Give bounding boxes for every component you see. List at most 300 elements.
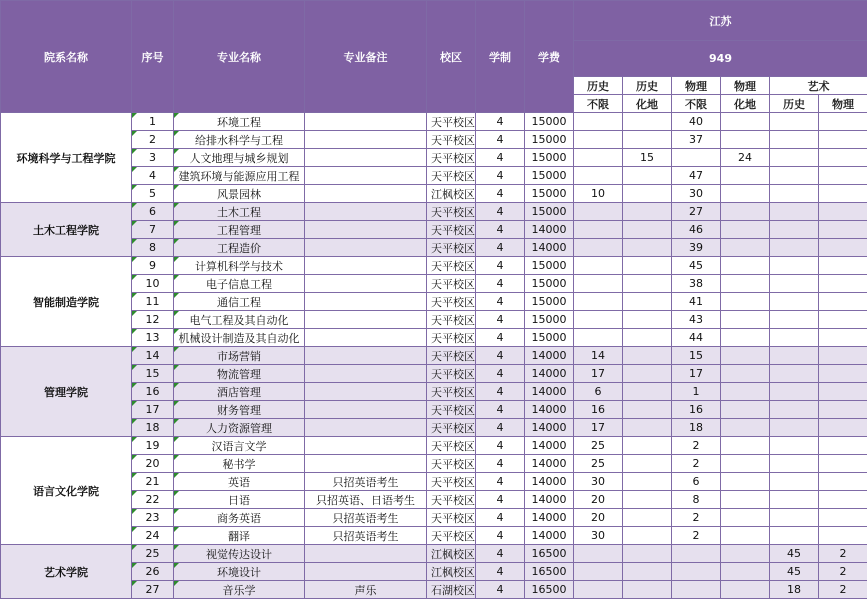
row-index: 14 bbox=[132, 347, 174, 365]
row-history-any: 14 bbox=[574, 347, 623, 365]
row-note bbox=[305, 275, 427, 293]
row-physics-any: 17 bbox=[672, 365, 721, 383]
row-note bbox=[305, 257, 427, 275]
row-physics-chemgeo bbox=[721, 131, 770, 149]
header-sub2: 化地 bbox=[721, 95, 770, 113]
row-history-any: 17 bbox=[574, 365, 623, 383]
header-sub1-history: 历史 bbox=[623, 77, 672, 95]
row-history-chemgeo bbox=[623, 491, 672, 509]
row-history-any bbox=[574, 239, 623, 257]
row-note: 只招英语、日语考生 bbox=[305, 491, 427, 509]
row-index: 6 bbox=[132, 203, 174, 221]
college-name: 艺术学院 bbox=[1, 545, 132, 599]
row-history-chemgeo bbox=[623, 131, 672, 149]
row-duration: 4 bbox=[476, 473, 525, 491]
row-art-history bbox=[770, 113, 819, 131]
row-campus: 天平校区 bbox=[427, 203, 476, 221]
row-history-chemgeo bbox=[623, 455, 672, 473]
row-fee: 14000 bbox=[525, 365, 574, 383]
row-duration: 4 bbox=[476, 401, 525, 419]
row-duration: 4 bbox=[476, 437, 525, 455]
row-history-any: 16 bbox=[574, 401, 623, 419]
row-major: 视觉传达设计 bbox=[174, 545, 305, 563]
row-art-physics bbox=[819, 329, 867, 347]
row-physics-any: 40 bbox=[672, 113, 721, 131]
row-index: 16 bbox=[132, 383, 174, 401]
row-index: 22 bbox=[132, 491, 174, 509]
row-art-physics bbox=[819, 509, 867, 527]
row-history-chemgeo bbox=[623, 527, 672, 545]
row-campus: 石湖校区 bbox=[427, 581, 476, 599]
row-note bbox=[305, 149, 427, 167]
row-art-physics bbox=[819, 401, 867, 419]
row-campus: 天平校区 bbox=[427, 293, 476, 311]
row-history-any bbox=[574, 311, 623, 329]
row-history-any bbox=[574, 275, 623, 293]
row-art-physics bbox=[819, 131, 867, 149]
row-major: 风景园林 bbox=[174, 185, 305, 203]
row-note bbox=[305, 455, 427, 473]
row-major: 翻译 bbox=[174, 527, 305, 545]
table-header bbox=[1, 1, 867, 113]
row-physics-chemgeo bbox=[721, 329, 770, 347]
table-body bbox=[1, 113, 867, 599]
row-art-history bbox=[770, 473, 819, 491]
row-physics-any: 39 bbox=[672, 239, 721, 257]
row-note bbox=[305, 347, 427, 365]
row-duration: 4 bbox=[476, 113, 525, 131]
college-name: 语言文化学院 bbox=[1, 437, 132, 545]
row-history-any bbox=[574, 581, 623, 599]
header-sub2: 不限 bbox=[672, 95, 721, 113]
row-physics-chemgeo bbox=[721, 221, 770, 239]
row-physics-chemgeo bbox=[721, 257, 770, 275]
row-index: 17 bbox=[132, 401, 174, 419]
row-art-history bbox=[770, 131, 819, 149]
row-duration: 4 bbox=[476, 455, 525, 473]
row-art-history bbox=[770, 293, 819, 311]
row-duration: 4 bbox=[476, 383, 525, 401]
row-history-any: 20 bbox=[574, 509, 623, 527]
row-campus: 江枫校区 bbox=[427, 545, 476, 563]
row-history-chemgeo bbox=[623, 581, 672, 599]
row-campus: 天平校区 bbox=[427, 383, 476, 401]
row-art-history bbox=[770, 365, 819, 383]
row-fee: 14000 bbox=[525, 437, 574, 455]
row-history-any bbox=[574, 167, 623, 185]
row-duration: 4 bbox=[476, 203, 525, 221]
row-art-history bbox=[770, 275, 819, 293]
row-art-physics bbox=[819, 257, 867, 275]
row-physics-chemgeo bbox=[721, 311, 770, 329]
row-major: 计算机科学与技术 bbox=[174, 257, 305, 275]
row-major: 财务管理 bbox=[174, 401, 305, 419]
row-history-chemgeo bbox=[623, 401, 672, 419]
row-history-any bbox=[574, 149, 623, 167]
row-history-chemgeo bbox=[623, 563, 672, 581]
header-college: 院系名称 bbox=[1, 1, 132, 113]
row-fee: 14000 bbox=[525, 239, 574, 257]
row-note bbox=[305, 167, 427, 185]
header-sub2: 化地 bbox=[623, 95, 672, 113]
row-index: 23 bbox=[132, 509, 174, 527]
row-campus: 天平校区 bbox=[427, 401, 476, 419]
row-note bbox=[305, 437, 427, 455]
row-history-chemgeo bbox=[623, 383, 672, 401]
row-art-history bbox=[770, 491, 819, 509]
row-history-any bbox=[574, 563, 623, 581]
row-physics-chemgeo bbox=[721, 401, 770, 419]
row-campus: 天平校区 bbox=[427, 419, 476, 437]
row-art-history bbox=[770, 257, 819, 275]
row-duration: 4 bbox=[476, 491, 525, 509]
row-physics-any: 38 bbox=[672, 275, 721, 293]
row-physics-chemgeo bbox=[721, 185, 770, 203]
row-art-physics bbox=[819, 149, 867, 167]
header-campus: 校区 bbox=[427, 1, 476, 113]
row-duration: 4 bbox=[476, 185, 525, 203]
table-row bbox=[1, 203, 867, 221]
row-index: 9 bbox=[132, 257, 174, 275]
row-physics-any: 2 bbox=[672, 527, 721, 545]
header-province: 江苏 bbox=[574, 1, 867, 41]
row-history-any bbox=[574, 203, 623, 221]
row-major: 建筑环境与能源应用工程 bbox=[174, 167, 305, 185]
row-campus: 天平校区 bbox=[427, 131, 476, 149]
row-campus: 天平校区 bbox=[427, 455, 476, 473]
row-note bbox=[305, 221, 427, 239]
row-art-physics bbox=[819, 473, 867, 491]
row-history-any bbox=[574, 257, 623, 275]
row-fee: 15000 bbox=[525, 131, 574, 149]
header-duration: 学制 bbox=[476, 1, 525, 113]
row-art-history: 45 bbox=[770, 545, 819, 563]
row-physics-chemgeo bbox=[721, 473, 770, 491]
row-major: 汉语言文学 bbox=[174, 437, 305, 455]
row-major: 音乐学 bbox=[174, 581, 305, 599]
row-physics-any bbox=[672, 149, 721, 167]
row-fee: 14000 bbox=[525, 383, 574, 401]
row-note bbox=[305, 311, 427, 329]
row-history-any bbox=[574, 329, 623, 347]
row-history-chemgeo bbox=[623, 437, 672, 455]
row-duration: 4 bbox=[476, 527, 525, 545]
row-art-history bbox=[770, 347, 819, 365]
row-history-chemgeo bbox=[623, 239, 672, 257]
row-duration: 4 bbox=[476, 257, 525, 275]
row-physics-chemgeo bbox=[721, 491, 770, 509]
row-note bbox=[305, 419, 427, 437]
row-art-physics bbox=[819, 365, 867, 383]
header-sub2: 物理 bbox=[819, 95, 867, 113]
row-history-any: 25 bbox=[574, 455, 623, 473]
row-major: 环境工程 bbox=[174, 113, 305, 131]
row-fee: 14000 bbox=[525, 455, 574, 473]
row-duration: 4 bbox=[476, 563, 525, 581]
row-fee: 16500 bbox=[525, 545, 574, 563]
row-art-physics bbox=[819, 347, 867, 365]
row-duration: 4 bbox=[476, 419, 525, 437]
row-note bbox=[305, 365, 427, 383]
row-history-chemgeo bbox=[623, 545, 672, 563]
row-campus: 天平校区 bbox=[427, 347, 476, 365]
row-physics-any bbox=[672, 581, 721, 599]
row-art-history bbox=[770, 401, 819, 419]
row-fee: 14000 bbox=[525, 347, 574, 365]
row-physics-any: 43 bbox=[672, 311, 721, 329]
row-art-physics bbox=[819, 383, 867, 401]
row-art-physics: 2 bbox=[819, 545, 867, 563]
row-campus: 天平校区 bbox=[427, 113, 476, 131]
row-note bbox=[305, 293, 427, 311]
row-index: 4 bbox=[132, 167, 174, 185]
row-history-chemgeo bbox=[623, 275, 672, 293]
row-art-physics bbox=[819, 491, 867, 509]
row-major: 酒店管理 bbox=[174, 383, 305, 401]
row-art-history bbox=[770, 203, 819, 221]
row-history-chemgeo bbox=[623, 329, 672, 347]
row-art-history bbox=[770, 221, 819, 239]
row-art-physics bbox=[819, 275, 867, 293]
row-campus: 天平校区 bbox=[427, 329, 476, 347]
row-physics-chemgeo bbox=[721, 347, 770, 365]
row-art-history bbox=[770, 239, 819, 257]
row-physics-chemgeo bbox=[721, 113, 770, 131]
row-duration: 4 bbox=[476, 149, 525, 167]
row-art-history bbox=[770, 383, 819, 401]
row-physics-any: 18 bbox=[672, 419, 721, 437]
row-history-chemgeo bbox=[623, 311, 672, 329]
header-sub1-history: 历史 bbox=[574, 77, 623, 95]
row-physics-chemgeo bbox=[721, 383, 770, 401]
row-campus: 天平校区 bbox=[427, 527, 476, 545]
row-note bbox=[305, 329, 427, 347]
row-physics-any: 37 bbox=[672, 131, 721, 149]
row-campus: 天平校区 bbox=[427, 491, 476, 509]
header-index: 序号 bbox=[132, 1, 174, 113]
row-physics-chemgeo bbox=[721, 581, 770, 599]
row-fee: 15000 bbox=[525, 329, 574, 347]
row-art-physics bbox=[819, 113, 867, 131]
row-campus: 天平校区 bbox=[427, 311, 476, 329]
row-campus: 天平校区 bbox=[427, 365, 476, 383]
row-physics-chemgeo bbox=[721, 275, 770, 293]
row-note bbox=[305, 131, 427, 149]
row-index: 24 bbox=[132, 527, 174, 545]
row-physics-chemgeo bbox=[721, 239, 770, 257]
row-physics-any bbox=[672, 545, 721, 563]
row-art-history bbox=[770, 167, 819, 185]
row-history-chemgeo bbox=[623, 167, 672, 185]
row-duration: 4 bbox=[476, 275, 525, 293]
row-art-physics bbox=[819, 419, 867, 437]
row-history-chemgeo bbox=[623, 347, 672, 365]
row-index: 27 bbox=[132, 581, 174, 599]
row-art-history: 18 bbox=[770, 581, 819, 599]
row-index: 5 bbox=[132, 185, 174, 203]
row-art-physics bbox=[819, 455, 867, 473]
row-note: 声乐 bbox=[305, 581, 427, 599]
row-fee: 16500 bbox=[525, 581, 574, 599]
row-physics-chemgeo bbox=[721, 293, 770, 311]
row-physics-chemgeo: 24 bbox=[721, 149, 770, 167]
row-physics-any: 16 bbox=[672, 401, 721, 419]
row-physics-chemgeo bbox=[721, 167, 770, 185]
row-fee: 14000 bbox=[525, 509, 574, 527]
row-duration: 4 bbox=[476, 347, 525, 365]
row-campus: 天平校区 bbox=[427, 473, 476, 491]
row-fee: 15000 bbox=[525, 113, 574, 131]
row-history-any: 30 bbox=[574, 527, 623, 545]
row-history-any bbox=[574, 293, 623, 311]
row-note bbox=[305, 401, 427, 419]
row-fee: 14000 bbox=[525, 221, 574, 239]
row-history-chemgeo bbox=[623, 293, 672, 311]
row-history-any: 30 bbox=[574, 473, 623, 491]
row-major: 物流管理 bbox=[174, 365, 305, 383]
row-duration: 4 bbox=[476, 509, 525, 527]
row-campus: 天平校区 bbox=[427, 167, 476, 185]
row-history-chemgeo bbox=[623, 257, 672, 275]
row-art-physics bbox=[819, 311, 867, 329]
row-physics-any: 2 bbox=[672, 437, 721, 455]
row-art-history: 45 bbox=[770, 563, 819, 581]
row-campus: 天平校区 bbox=[427, 221, 476, 239]
header-major: 专业名称 bbox=[174, 1, 305, 113]
row-fee: 14000 bbox=[525, 419, 574, 437]
row-index: 20 bbox=[132, 455, 174, 473]
row-index: 1 bbox=[132, 113, 174, 131]
row-art-history bbox=[770, 437, 819, 455]
row-history-any: 6 bbox=[574, 383, 623, 401]
row-index: 3 bbox=[132, 149, 174, 167]
row-major: 人文地理与城乡规划 bbox=[174, 149, 305, 167]
row-index: 21 bbox=[132, 473, 174, 491]
row-fee: 15000 bbox=[525, 311, 574, 329]
row-art-history bbox=[770, 329, 819, 347]
row-art-physics bbox=[819, 437, 867, 455]
row-duration: 4 bbox=[476, 131, 525, 149]
row-note bbox=[305, 239, 427, 257]
row-duration: 4 bbox=[476, 221, 525, 239]
table-row bbox=[1, 113, 867, 131]
table-row bbox=[1, 257, 867, 275]
row-history-any: 17 bbox=[574, 419, 623, 437]
row-duration: 4 bbox=[476, 581, 525, 599]
row-history-chemgeo bbox=[623, 203, 672, 221]
row-note bbox=[305, 563, 427, 581]
table-row bbox=[1, 347, 867, 365]
row-history-any: 25 bbox=[574, 437, 623, 455]
row-physics-any: 1 bbox=[672, 383, 721, 401]
college-name: 管理学院 bbox=[1, 347, 132, 437]
row-fee: 15000 bbox=[525, 257, 574, 275]
row-major: 市场营销 bbox=[174, 347, 305, 365]
row-duration: 4 bbox=[476, 365, 525, 383]
row-index: 25 bbox=[132, 545, 174, 563]
row-physics-chemgeo bbox=[721, 437, 770, 455]
row-major: 秘书学 bbox=[174, 455, 305, 473]
row-art-physics bbox=[819, 527, 867, 545]
row-major: 电气工程及其自动化 bbox=[174, 311, 305, 329]
row-major: 工程管理 bbox=[174, 221, 305, 239]
row-note bbox=[305, 185, 427, 203]
row-campus: 天平校区 bbox=[427, 239, 476, 257]
row-index: 19 bbox=[132, 437, 174, 455]
row-history-any bbox=[574, 131, 623, 149]
row-fee: 15000 bbox=[525, 149, 574, 167]
row-major: 给排水科学与工程 bbox=[174, 131, 305, 149]
row-fee: 14000 bbox=[525, 473, 574, 491]
row-physics-any: 46 bbox=[672, 221, 721, 239]
row-physics-chemgeo bbox=[721, 509, 770, 527]
row-physics-any: 15 bbox=[672, 347, 721, 365]
row-physics-any: 44 bbox=[672, 329, 721, 347]
row-physics-any: 47 bbox=[672, 167, 721, 185]
row-major: 英语 bbox=[174, 473, 305, 491]
row-duration: 4 bbox=[476, 167, 525, 185]
row-physics-chemgeo bbox=[721, 365, 770, 383]
row-history-any bbox=[574, 545, 623, 563]
row-art-physics bbox=[819, 167, 867, 185]
row-index: 11 bbox=[132, 293, 174, 311]
row-history-chemgeo bbox=[623, 419, 672, 437]
row-history-chemgeo bbox=[623, 509, 672, 527]
row-note: 只招英语考生 bbox=[305, 527, 427, 545]
row-art-history bbox=[770, 149, 819, 167]
college-name: 土木工程学院 bbox=[1, 203, 132, 257]
row-index: 2 bbox=[132, 131, 174, 149]
row-history-any: 20 bbox=[574, 491, 623, 509]
row-physics-chemgeo bbox=[721, 203, 770, 221]
row-physics-chemgeo bbox=[721, 563, 770, 581]
header-sub2: 历史 bbox=[770, 95, 819, 113]
row-campus: 江枫校区 bbox=[427, 563, 476, 581]
college-name: 环境科学与工程学院 bbox=[1, 113, 132, 203]
header-sub2: 不限 bbox=[574, 95, 623, 113]
row-art-physics bbox=[819, 221, 867, 239]
row-campus: 天平校区 bbox=[427, 509, 476, 527]
row-major: 人力资源管理 bbox=[174, 419, 305, 437]
row-history-chemgeo bbox=[623, 113, 672, 131]
row-index: 7 bbox=[132, 221, 174, 239]
row-duration: 4 bbox=[476, 239, 525, 257]
row-fee: 14000 bbox=[525, 491, 574, 509]
header-fee: 学费 bbox=[525, 1, 574, 113]
row-note bbox=[305, 383, 427, 401]
row-campus: 天平校区 bbox=[427, 275, 476, 293]
row-art-physics bbox=[819, 239, 867, 257]
header-sub1-physics: 物理 bbox=[672, 77, 721, 95]
row-art-physics: 2 bbox=[819, 581, 867, 599]
row-physics-chemgeo bbox=[721, 527, 770, 545]
row-history-chemgeo bbox=[623, 365, 672, 383]
row-fee: 15000 bbox=[525, 275, 574, 293]
row-note bbox=[305, 113, 427, 131]
row-index: 15 bbox=[132, 365, 174, 383]
row-history-chemgeo: 15 bbox=[623, 149, 672, 167]
row-art-physics bbox=[819, 203, 867, 221]
row-fee: 15000 bbox=[525, 203, 574, 221]
row-major: 商务英语 bbox=[174, 509, 305, 527]
row-index: 8 bbox=[132, 239, 174, 257]
row-fee: 15000 bbox=[525, 185, 574, 203]
row-major: 电子信息工程 bbox=[174, 275, 305, 293]
row-index: 26 bbox=[132, 563, 174, 581]
row-index: 13 bbox=[132, 329, 174, 347]
row-campus: 天平校区 bbox=[427, 257, 476, 275]
row-major: 日语 bbox=[174, 491, 305, 509]
